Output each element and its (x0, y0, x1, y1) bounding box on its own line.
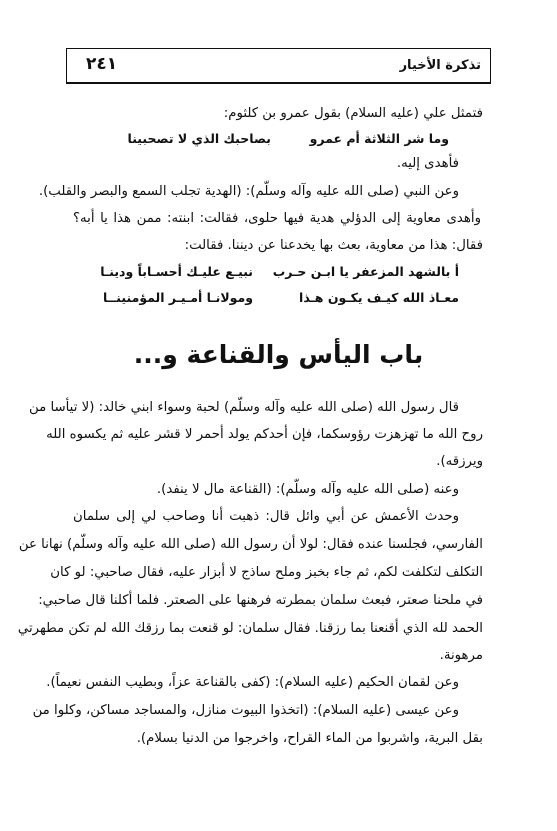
header-rule-bottom (66, 82, 491, 84)
text-line: فأهدى إليه. (396, 156, 459, 171)
header-rule-right (490, 48, 491, 83)
verse-hemistich: أ بالشهد المزعفر يا ابـن حـرب (272, 264, 459, 279)
text-line: وعن عيسى (عليه السلام): (اتخذوا البيوت منازل، والمساجد مساكن، وكلوا من (32, 703, 459, 718)
text-line: فتمثل علي (عليه السلام) بقول عمرو بن كلثوم: (223, 106, 483, 121)
text-line: وعن النبي (صلى الله عليه وآله وسلّم): (الهدية تجلب السمع والبصر والقلب). (38, 184, 459, 199)
verse-hemistich: نبيـع عليـك أحسـاباً ودينـا (100, 264, 253, 279)
text-line: وعن لقمان الحكيم (عليه السلام): (كفى بالقناعة عزاً، وبطيب النفس نعيماً). (46, 675, 459, 690)
text-line: روح الله ما تهزهزت رؤوسكما، فإن أحدكم يولد أحمر لا قشر عليه ثم يكسوه الله (46, 427, 483, 442)
running-header-title: تذكرة الأخيار (399, 58, 481, 73)
verse-hemistich: بصاحبك الذي لا تصحبينا (127, 131, 271, 146)
text-line: بقل البرية، واشربوا من الماء القراح، واخرجوا من الدنيا بسلام). (136, 731, 483, 746)
verse-hemistich: وما شر الثلاثة أم عمرو (309, 131, 449, 146)
text-line: قال رسول الله (صلى الله عليه وآله وسلّم) لحبة وسواء ابني خالد: (لا تيأسا من (28, 400, 459, 415)
page-number: ٢٤١ (86, 54, 118, 74)
verse-hemistich: ومولانـا أمـيـر المؤمنينــا (103, 290, 253, 305)
text-line: ويرزقه). (436, 454, 483, 469)
text-line: وحدث الأعمش عن أبي وائل قال: ذهبت أنا وصاحب لي إلى سلمان (73, 509, 459, 524)
text-line: في ملحنا صعتر، فبعث سلمان بمطرته فرهنها على الصعتر. فلما أكلنا قال صاحبي: (38, 593, 483, 608)
text-line: التكلف لتكلفت لكم، ثم جاء بخبز وملح ساذج لا أبزار عليه، فقال صاحبي: لو كان (50, 565, 483, 580)
text-line: مرهونة. (439, 648, 483, 663)
verse-hemistich: معـاذ الله كيـف يكـون هـذا (299, 290, 459, 305)
text-line: الفارسي، فجلسنا عنده فقال: لولا أن رسول الله (صلى الله عليه وآله وسلّم) نهانا عن (18, 537, 483, 552)
text-line: وأهدى معاوية إلى الدؤلي هدية فيها حلوى، فقالت: ابنته: ممن هذا يا أبه؟ (73, 211, 481, 226)
header-rule-left (66, 48, 67, 83)
text-line: فقال: هذا من معاوية، بعث بها يخدعنا عن ديننا. فقالت: (184, 238, 483, 253)
chapter-heading: باب اليأس والقناعة و... (133, 340, 424, 369)
text-line: وعنه (صلى الله عليه وآله وسلّم): (القناعة مال لا ينفد). (156, 482, 459, 497)
header-rule-top (66, 48, 491, 49)
text-line: الحمد لله الذي أقنعنا بما رزقنا. فقال سلمان: لو قنعت بما رزقك الله لم تكن مطهرتي (17, 621, 483, 636)
